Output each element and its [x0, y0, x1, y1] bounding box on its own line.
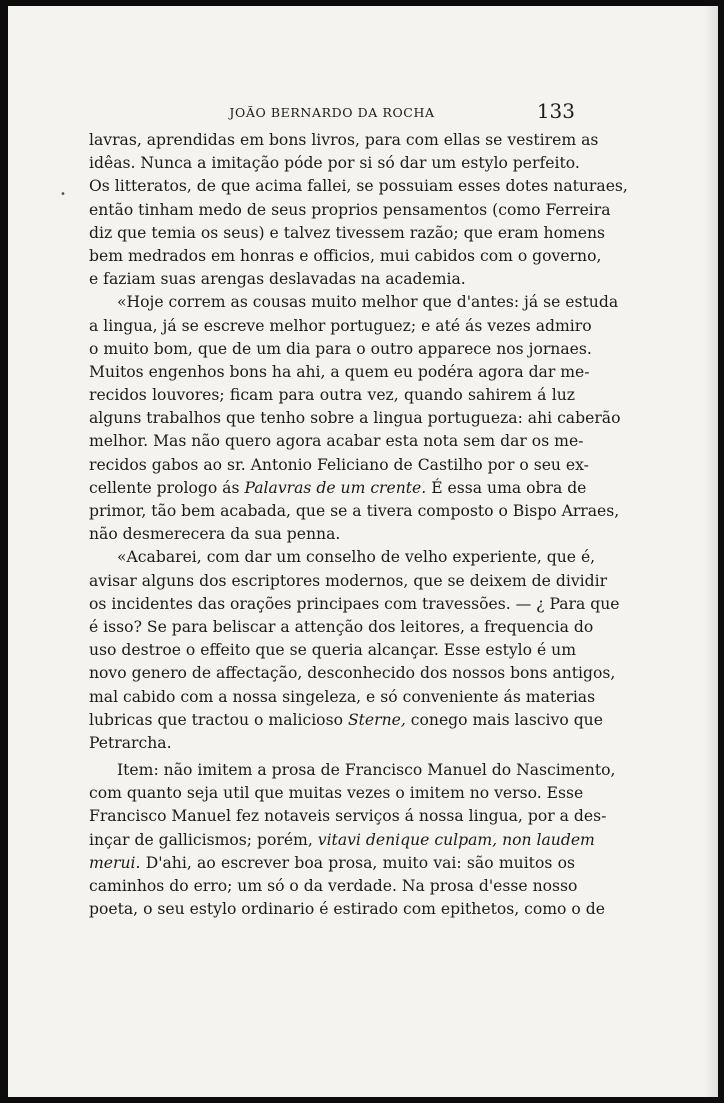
text-line: uso destroe o effeito que se queria alcançar. Esse estylo é um: [89, 641, 576, 660]
text-line: é isso? Se para beliscar a attenção dos leitores, a frequencia do: [89, 617, 594, 636]
text-line: recidos louvores; ficam para outra vez, quando sahirem á luz: [89, 386, 575, 405]
text-line: lavras, aprendidas em bons livros, para com ellas se vestirem as: [89, 131, 599, 149]
text-line: Petrarcha.: [89, 733, 172, 752]
latin-quote-italic: vitavi denique culpam, non laudem: [317, 830, 595, 849]
text-line: [89, 477, 587, 500]
author-name-italic: Sterne,: [347, 710, 406, 729]
text-line: [89, 829, 595, 852]
page-edge-shadow: [704, 6, 718, 1097]
latin-quote-italic: merui.: [89, 853, 141, 872]
text-line: caminhos do erro; um só o da verdade. Na prosa d'esse nosso: [89, 877, 578, 895]
text-run: É essa uma obra de: [431, 478, 587, 497]
text-line: «Hoje correm as cousas muito melhor que d'antes: já se estuda: [117, 293, 619, 312]
text-line: bem medrados em honras e officios, mui cabidos com o governo,: [89, 246, 602, 265]
text-line: Francisco Manuel fez notaveis serviços á nossa lingua, por a des-: [89, 807, 607, 826]
text-run: lubricas que tractou o malicioso: [89, 710, 343, 729]
text-line: a lingua, já se escreve melhor portuguez; e até ás vezes admiro: [89, 316, 592, 335]
text-run: D'ahi, ao escrever boa prosa, muito vai: são muitos os: [145, 853, 575, 872]
text-run: cellente prologo ás: [89, 478, 240, 497]
text-run: inçar de gallicismos; porém,: [89, 830, 313, 849]
text-line: alguns trabalhos que tenho sobre a lingua portugueza: ahi caberão: [89, 409, 621, 428]
text-line: poeta, o seu estylo ordinario é estirado com epithetos, como o de: [89, 900, 605, 919]
text-line: Item: não imitem a prosa de Francisco Manuel do Nascimento,: [117, 761, 616, 780]
text-line: novo genero de affectação, desconhecido dos nossos bons antigos,: [89, 664, 616, 683]
text-line: [89, 709, 603, 732]
text-line: o muito bom, que de um dia para o outro apparece nos jornaes.: [89, 339, 592, 358]
text-line: os incidentes das orações principaes com travessões. — ¿ Para que: [89, 594, 620, 613]
text-line: não desmerecera da sua penna.: [89, 525, 341, 544]
running-title: JOÃO BERNARDO DA ROCHA: [229, 105, 435, 120]
text-line: e faziam suas arengas deslavadas na academia.: [89, 270, 466, 289]
margin-dot: •: [60, 189, 66, 200]
text-line: então tinham medo de seus proprios pensamentos (como Ferreira: [89, 200, 611, 219]
text-run: conego mais lascivo que: [410, 710, 603, 729]
book-page: [8, 6, 718, 1097]
text-line: [89, 852, 575, 875]
text-line: Muitos engenhos bons ha ahi, a quem eu podéra agora dar me-: [89, 362, 590, 381]
text-line: mal cabido com a nossa singeleza, e só conveniente ás materias: [89, 687, 596, 706]
text-line: avisar alguns dos escriptores modernos, que se deixem de dividir: [89, 571, 608, 590]
text-line: «Acabarei, com dar um conselho de velho experiente, que é,: [117, 548, 596, 567]
page-number: 133: [536, 99, 575, 123]
running-head: [89, 99, 575, 125]
text-line: recidos gabos ao sr. Antonio Feliciano de Castilho por o seu ex-: [89, 455, 589, 474]
text-line: melhor. Mas não quero agora acabar esta nota sem dar os me-: [89, 432, 584, 451]
text-line: primor, tão bem acabada, que se a tivera composto o Bispo Arraes,: [89, 502, 620, 520]
text-line: idêas. Nunca a imitação póde por si só dar um estylo perfeito.: [89, 154, 580, 173]
book-title-italic: Palavras de um crente.: [244, 478, 427, 497]
page-text: [89, 99, 628, 921]
text-line: Os litteratos, de que acima fallei, se possuiam esses dotes naturaes,: [89, 177, 628, 196]
text-line: diz que temia os seus) e talvez tivessem razão; que eram homens: [89, 223, 606, 242]
text-line: com quanto seja util que muitas vezes o imitem no verso. Esse: [89, 784, 584, 803]
